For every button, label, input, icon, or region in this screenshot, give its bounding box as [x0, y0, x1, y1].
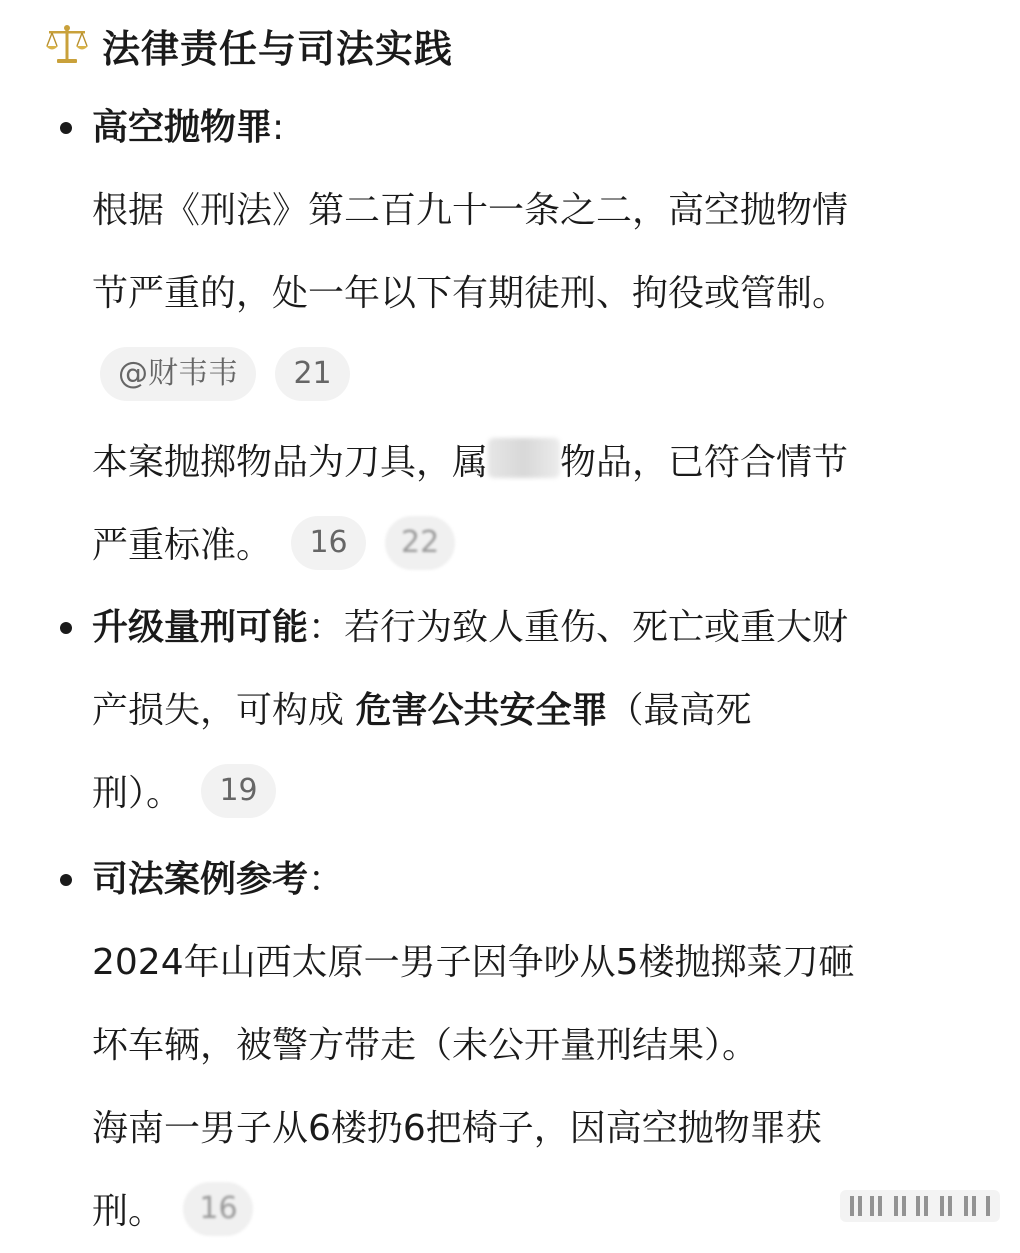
text-line: 根据《刑法》第二百九十一条之二，高空抛物情 — [92, 190, 849, 231]
reference-chip[interactable]: 21 — [275, 347, 349, 401]
item-body: 高空抛物罪: 根据《刑法》第二百九十一条之二，高空抛物情 节严重的，处一年以下有期徒刑、拘役或管制。 @财韦韦 21 本案抛掷物品为刀具，属 物品，已符合情节 严重标准。 16 22 — [92, 86, 992, 587]
item-label: 升级量刑可能 — [92, 607, 309, 648]
text-fragment: 刑）。 — [92, 773, 183, 814]
text-fragment: 严重标准。 — [92, 525, 273, 566]
item-label: 司法案例参考 — [92, 859, 309, 900]
bullet-dot — [60, 622, 72, 634]
item-label: 高空抛物罪 — [92, 107, 273, 148]
text-line: 2024年山西太原一男子因争吵从5楼抛掷菜刀砸 — [92, 942, 855, 983]
balance-scale-icon — [44, 22, 90, 68]
item-body: 司法案例参考： 2024年山西太原一男子因争吵从5楼抛掷菜刀砸 坏车辆，被警方带走（未公开量刑结果）。 海南一男子从6楼扔6把椅子，因高空抛物罪获 刑。 16 — [92, 838, 992, 1253]
section-title: 法律责任与司法实践 — [102, 26, 454, 71]
reference-chip[interactable]: 22 — [385, 516, 455, 570]
bullet-dot — [60, 874, 72, 886]
reference-chip[interactable]: 16 — [183, 1182, 253, 1236]
text-fragment: （最高死 — [607, 690, 752, 731]
text-line: 坏车辆，被警方带走（未公开量刑结果）。 — [92, 1025, 759, 1066]
item-body: 升级量刑可能：若行为致人重伤、死亡或重大财 产损失，可构成 危害公共安全罪（最高死 刑）。 19 — [92, 586, 992, 835]
text-fragment: 本案抛掷物品为刀具，属 — [92, 442, 489, 483]
bullet-dot — [60, 122, 72, 134]
blurred-region — [488, 438, 560, 478]
section-heading — [44, 14, 453, 76]
text-fragment: 物品，已符合情节 — [560, 442, 849, 483]
reference-chip[interactable]: 16 — [291, 516, 365, 570]
text-line: 节严重的，处一年以下有期徒刑、拘役或管制。 — [92, 273, 849, 314]
mention-chip[interactable]: @财韦韦 — [100, 347, 256, 401]
text-line: 海南一男子从6楼扔6把椅子，因高空抛物罪获 — [92, 1108, 822, 1149]
text-fragment: 若行为致人重伤、死亡或重大财 — [344, 607, 849, 648]
text-fragment: 产损失，可构成 — [92, 690, 356, 731]
watermark-icon — [840, 1186, 1000, 1226]
reference-chip[interactable]: 19 — [201, 764, 275, 818]
highlight-term: 危害公共安全罪 — [355, 690, 608, 731]
text-fragment: 刑。 — [92, 1191, 165, 1232]
